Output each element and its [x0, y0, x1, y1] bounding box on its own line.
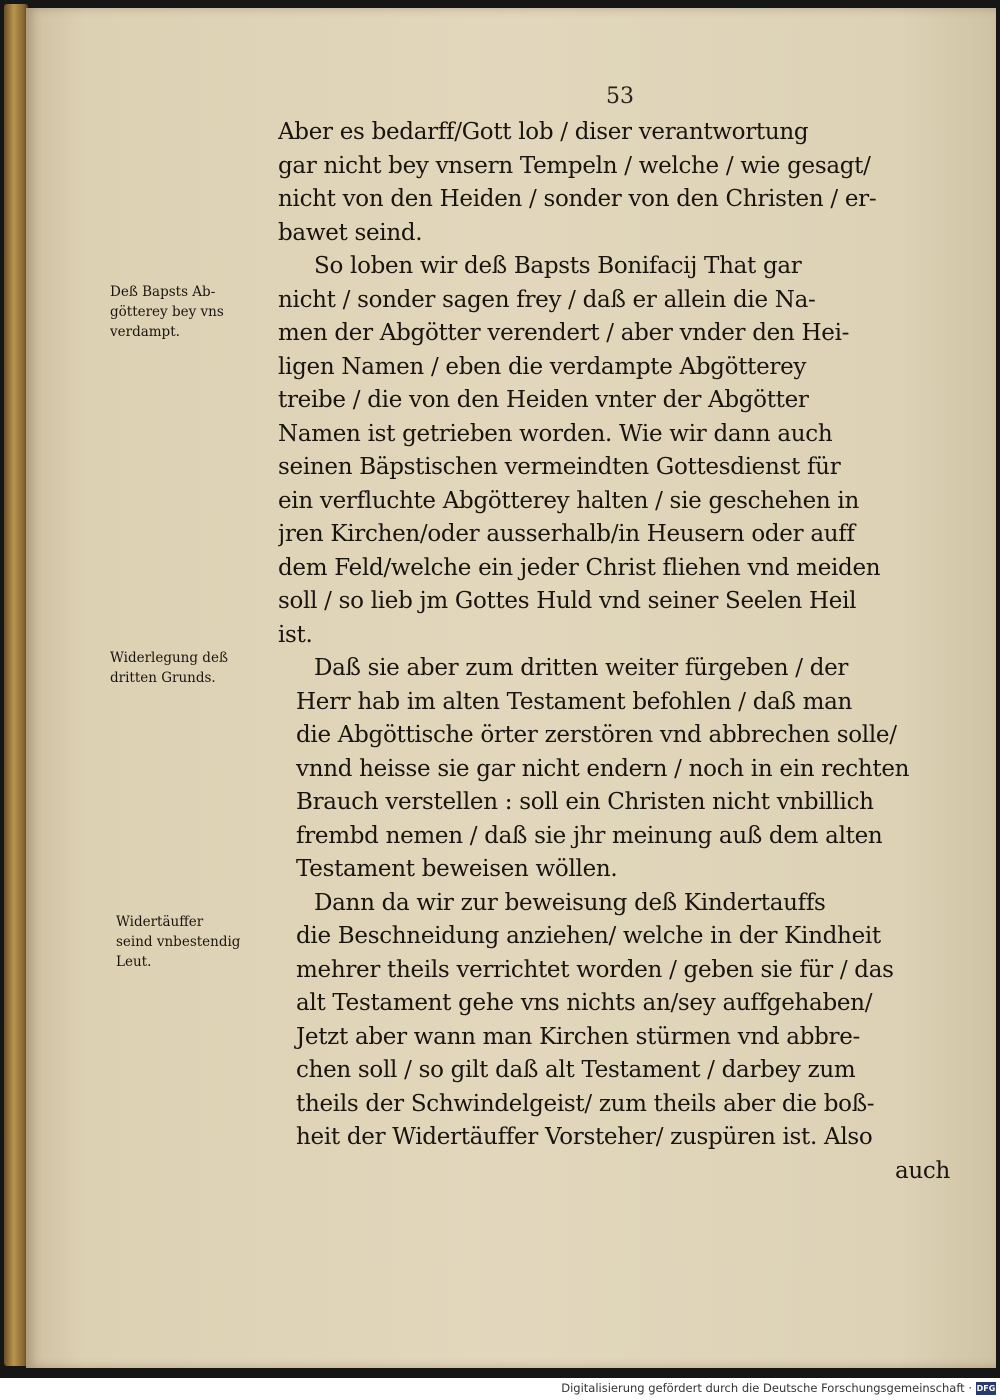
- text-line: theils der Schwindelgeist/ zum theils aber die boß-: [296, 1090, 875, 1117]
- dfg-logo-icon: DFG: [976, 1384, 996, 1393]
- text-line: gar nicht bey vnsern Tempeln / welche / wie gesagt/: [278, 152, 871, 179]
- footer-bar: [0, 1378, 1000, 1400]
- text-line: vnnd heisse sie gar nicht endern / noch in ein rechten: [296, 755, 910, 782]
- text-line: Daß sie aber zum dritten weiter fürgeben / der: [314, 655, 849, 681]
- text-line: heit der Widertäuffer Vorsteher/ zuspüren ist. Also: [296, 1124, 873, 1150]
- text-line: Aber es bedarff/Gott lob / diser verantwortung: [278, 119, 809, 145]
- text-line: men der Abgötter verendert / aber vnder den Hei-: [278, 320, 850, 346]
- text-line: ein verfluchte Abgötterey halten / sie geschehen in: [278, 487, 860, 514]
- marginal-note-line: Deß Bapsts Ab-: [110, 284, 216, 300]
- page-number: 53: [606, 84, 634, 109]
- marginal-note-line: Leut.: [116, 954, 152, 970]
- marginal-note-line: seind vnbestendig: [116, 934, 241, 950]
- marginal-note-line: Widertäuffer: [116, 914, 204, 930]
- marginal-note: [110, 648, 290, 688]
- text-line: ist.: [278, 621, 313, 648]
- text-line: seinen Bäpstischen vermeindten Gottesdienst für: [278, 454, 841, 480]
- marginal-note: [116, 912, 296, 972]
- text-line: Brauch verstellen : soll ein Christen nicht vnbillich: [296, 789, 874, 815]
- text-line: Jetzt aber wann man Kirchen stürmen vnd abbre-: [296, 1023, 861, 1050]
- marginal-note-line: götterey bey vns: [110, 304, 224, 320]
- text-line: nicht von den Heiden / sonder von den Christen / er-: [278, 186, 877, 212]
- marginal-note-line: dritten Grunds.: [110, 670, 216, 686]
- text-line: Herr hab im alten Testament befohlen / daß man: [296, 688, 853, 715]
- main-text-block: [278, 116, 958, 1188]
- text-line: die Abgöttische örter zerstören vnd abbrechen solle/: [296, 722, 897, 748]
- text-line: ligen Namen / eben die verdampte Abgötterey: [278, 353, 807, 380]
- text-line: treibe / die von den Heiden vnter der Abgötter: [278, 387, 809, 413]
- text-line: nicht / sonder sagen frey / daß er allein die Na-: [278, 286, 816, 313]
- text-line: So loben wir deß Bapsts Bonifacij That gar: [314, 253, 802, 279]
- text-line: die Beschneidung anziehen/ welche in der Kindheit: [296, 923, 881, 949]
- book-spine-edge: [4, 4, 28, 1366]
- marginal-note-line: verdampt.: [110, 324, 180, 340]
- text-line: jren Kirchen/oder ausserhalb/in Heusern oder auff: [278, 521, 855, 547]
- catchword: auch: [894, 1157, 950, 1184]
- text-line: bawet seind.: [278, 219, 423, 246]
- text-line: mehrer theils verrichtet worden / geben sie für / das: [296, 956, 894, 983]
- text-line: chen soll / so gilt daß alt Testament / darbey zum: [296, 1057, 856, 1083]
- marginal-note: [110, 282, 290, 342]
- text-line: dem Feld/welche ein jeder Christ fliehen vnd meiden: [278, 554, 881, 581]
- text-line: frembd nemen / daß sie jhr meinung auß dem alten: [296, 822, 883, 849]
- text-line: Testament beweisen wöllen.: [296, 856, 618, 882]
- text-line: alt Testament gehe vns nichts an/sey auffgehaben/: [296, 990, 873, 1016]
- funding-credit: Digitalisierung gefördert durch die Deutsche Forschungsgemeinschaft ·: [561, 1381, 972, 1395]
- text-line: Dann da wir zur beweisung deß Kindertauffs: [314, 889, 826, 916]
- text-line: soll / so lieb jm Gottes Huld vnd seiner Seelen Heil: [278, 588, 857, 614]
- text-line: Namen ist getrieben worden. Wie wir dann auch: [278, 420, 833, 447]
- marginal-note-line: Widerlegung deß: [110, 650, 228, 666]
